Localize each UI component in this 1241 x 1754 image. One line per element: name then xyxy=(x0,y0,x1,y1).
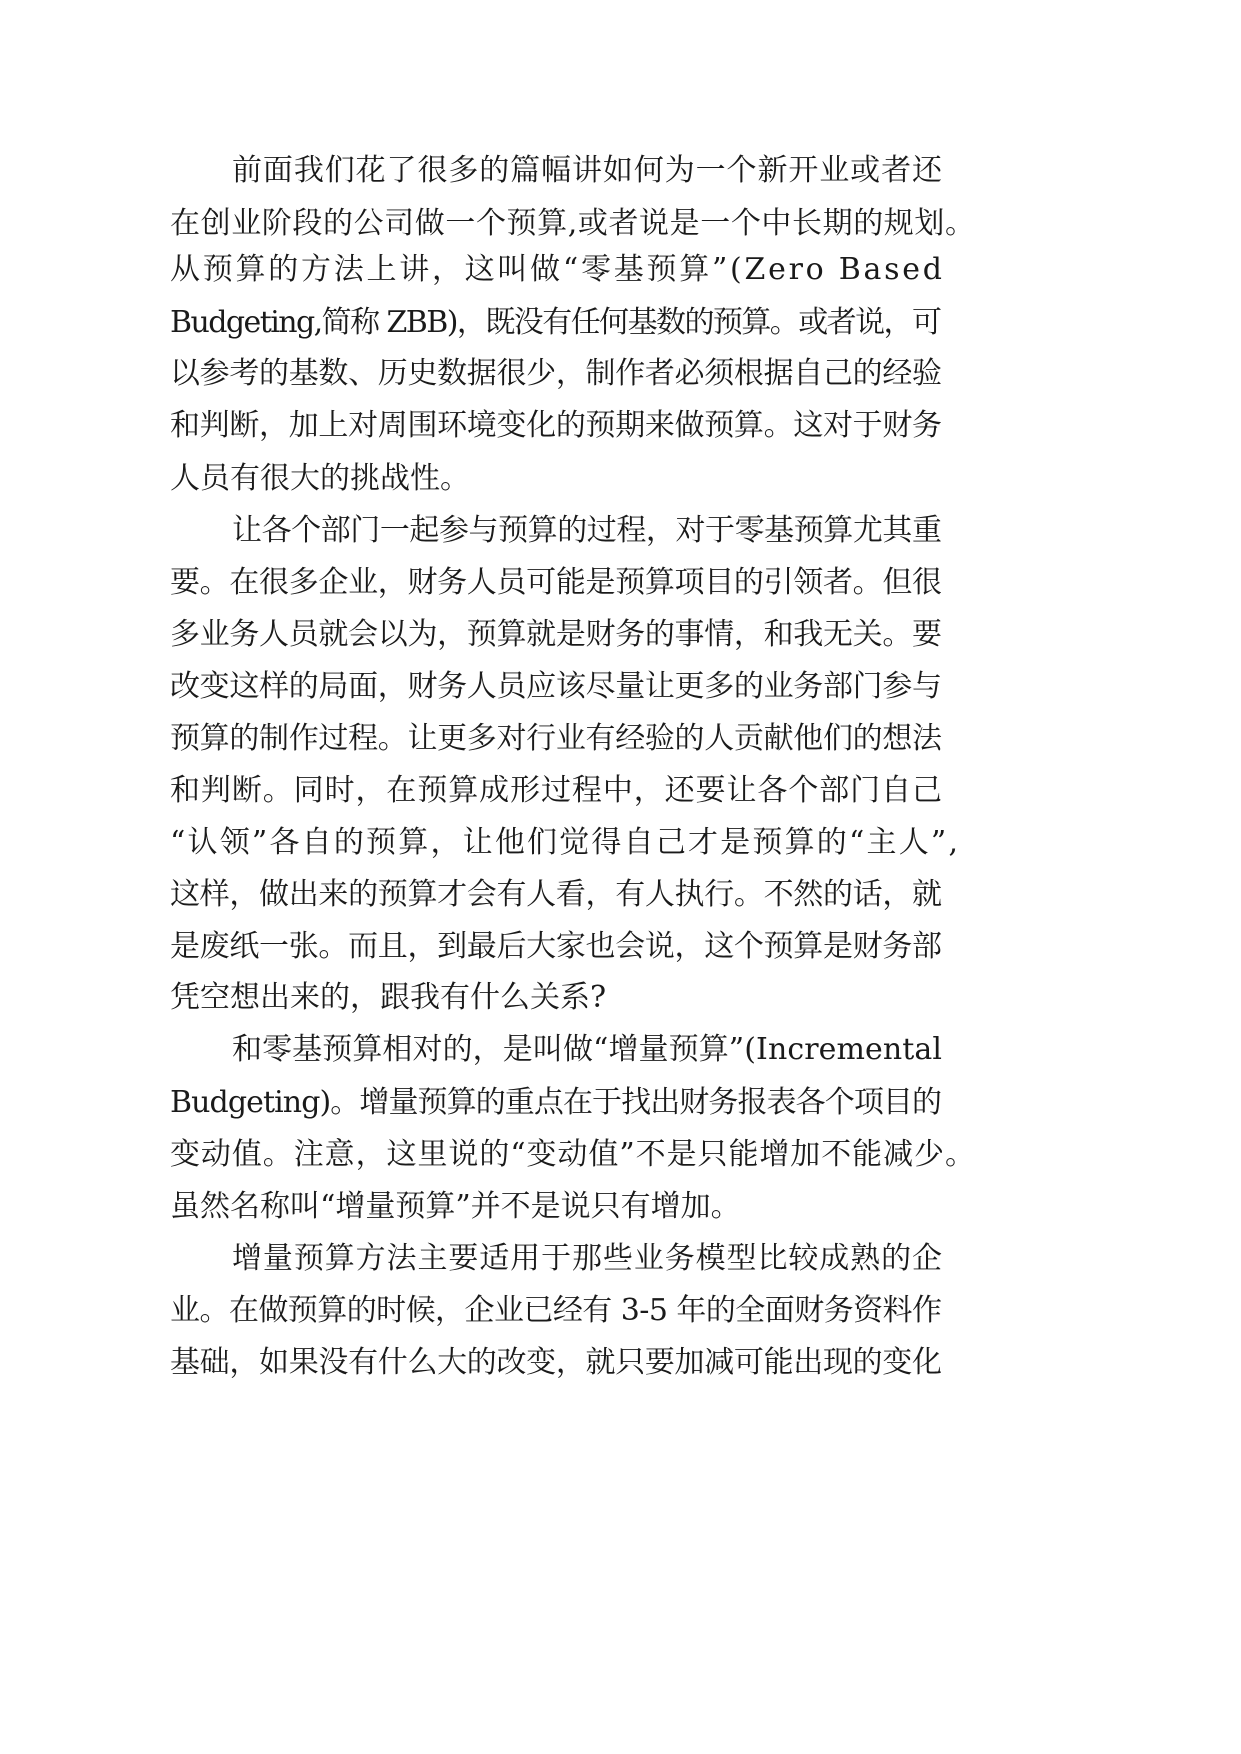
paragraph-1-line-1: 前面我们花了很多的篇幅讲如何为一个新开业或者还 xyxy=(232,153,943,188)
paragraph-4-line-1: 增量预算方法主要适用于那些业务模型比较成熟的企 xyxy=(232,1241,943,1276)
paragraph-4-line-2: 业。在做预算的时候，企业已经有 3-5 年的全面财务资料作 xyxy=(170,1293,942,1328)
paragraph-1-line-2: 在创业阶段的公司做一个预算,或者说是一个中长期的规划。 xyxy=(170,206,976,241)
paragraph-2-line-10: 凭空想出来的，跟我有什么关系? xyxy=(170,980,607,1015)
paragraph-4-line-3: 基础，如果没有什么大的改变，就只要加减可能出现的变化 xyxy=(170,1345,942,1380)
paragraph-3-line-4: 虽然名称叫“增量预算”并不是说只有增加。 xyxy=(170,1189,741,1224)
paragraph-2-line-4: 改变这样的局面，财务人员应该尽量让更多的业务部门参与 xyxy=(170,669,942,704)
paragraph-3-line-2: Budgeting)。增量预算的重点在于找出财务报表各个项目的 xyxy=(170,1085,942,1120)
paragraph-2-line-3: 多业务人员就会以为，预算就是财务的事情，和我无关。要 xyxy=(170,617,942,652)
paragraph-2-line-8: 这样，做出来的预算才会有人看，有人执行。不然的话，就 xyxy=(170,877,942,912)
paragraph-2-line-1: 让各个部门一起参与预算的过程，对于零基预算尤其重 xyxy=(232,513,942,548)
paragraph-3-line-1: 和零基预算相对的，是叫做“增量预算”(Incremental xyxy=(232,1032,943,1067)
paragraph-2-line-5: 预算的制作过程。让更多对行业有经验的人贡献他们的想法 xyxy=(170,721,942,756)
paragraph-1-line-3: 从预算的方法上讲，这叫做“零基预算”(Zero Based xyxy=(170,252,945,287)
paragraph-1-line-7: 人员有很大的挑战性。 xyxy=(170,461,470,496)
paragraph-2-line-7: “认领”各自的预算，让他们觉得自己才是预算的“主人”, xyxy=(170,825,961,860)
paragraph-2-line-9: 是废纸一张。而且，到最后大家也会说，这个预算是财务部 xyxy=(170,929,942,964)
paragraph-2-line-2: 要。在很多企业，财务人员可能是预算项目的引领者。但很 xyxy=(170,565,942,600)
paragraph-1-line-6: 和判断，加上对周围环境变化的预期来做预算。这对于财务 xyxy=(170,408,942,443)
paragraph-1-line-5: 以参考的基数、历史数据很少，制作者必须根据自己的经验 xyxy=(170,356,942,391)
paragraph-2-line-6: 和判断。同时，在预算成形过程中，还要让各个部门自己 xyxy=(170,773,943,808)
paragraph-1-line-4: Budgeting,简称 ZBB)，既没有任何基数的预算。或者说，可 xyxy=(170,305,941,340)
paragraph-3-line-3: 变动值。注意，这里说的“变动值”不是只能增加不能减少。 xyxy=(170,1137,976,1172)
